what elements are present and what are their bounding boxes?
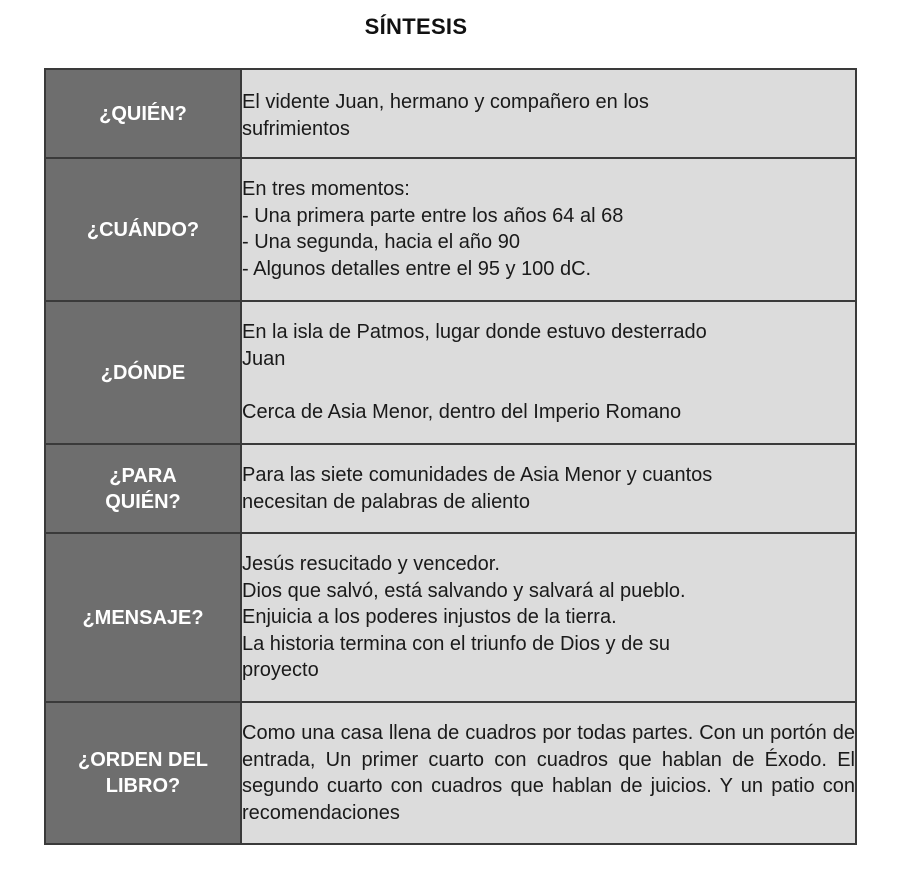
table-row-mensaje (45, 533, 856, 702)
answer-line: proyecto (242, 659, 319, 681)
table-row-cuando (45, 158, 856, 301)
answer-line: En tres momentos: (242, 178, 410, 200)
answer-cell (241, 702, 856, 844)
answer-spacer (242, 372, 855, 399)
answer-cell (241, 533, 856, 702)
question-label: ¿DÓNDE (100, 361, 186, 384)
question-label: QUIÉN? (105, 490, 181, 513)
question-cell (45, 158, 241, 301)
table-row-para-quien (45, 444, 856, 533)
answer-line: Para las siete comunidades de Asia Menor y cuantos (242, 464, 713, 486)
question-cell (45, 69, 241, 158)
question-cell (45, 444, 241, 533)
answer-line: Jesús resucitado y vencedor. (242, 553, 500, 575)
answer-line: sufrimientos (242, 117, 350, 140)
answer-line: La historia termina con el triunfo de Dios y de su (242, 632, 670, 655)
answer-line: necesitan de palabras de aliento (242, 490, 530, 513)
synthesis-table (44, 68, 857, 845)
question-cell (45, 533, 241, 702)
question-cell (45, 702, 241, 844)
answer-line: - Una segunda, hacia el año 90 (242, 231, 520, 253)
answer-line: Enjuicia a los poderes injustos de la tierra. (242, 606, 617, 628)
answer-paragraph: Como una casa llena de cuadros por todas partes. Con un portón de entrada, Un primer cuarto con cuadros que hablan de Éxodo. El segundo cuarto con cuadros que hablan de juicios. Y un patio con recomendaciones (242, 722, 855, 824)
answer-cell (241, 69, 856, 158)
question-label: ¿QUIÉN? (99, 102, 187, 125)
table-row-orden-del-libro (45, 702, 856, 844)
question-label: ¿CUÁNDO? (86, 218, 200, 241)
table-row-quien (45, 69, 856, 158)
answer-line: - Una primera parte entre los años 64 al 68 (242, 204, 624, 227)
question-cell (45, 301, 241, 444)
answer-line: Juan (242, 347, 286, 370)
answer-line: - Algunos detalles entre el 95 y 100 dC. (242, 257, 592, 280)
answer-line: Cerca de Asia Menor, dentro del Imperio Romano (242, 400, 682, 423)
answer-cell (241, 301, 856, 444)
question-label: ¿PARA (109, 464, 177, 487)
question-label: ¿MENSAJE? (82, 606, 204, 629)
question-label: LIBRO? (105, 775, 181, 797)
answer-line: En la isla de Patmos, lugar donde estuvo desterrado (242, 321, 707, 343)
table-row-donde (45, 301, 856, 444)
answer-line: Dios que salvó, está salvando y salvará al pueblo. (242, 579, 686, 602)
answer-cell (241, 444, 856, 533)
answer-cell (241, 158, 856, 301)
page-title: SÍNTESIS (364, 14, 468, 39)
answer-line: El vidente Juan, hermano y compañero en los (242, 91, 649, 113)
question-label: ¿ORDEN DEL (78, 749, 208, 771)
